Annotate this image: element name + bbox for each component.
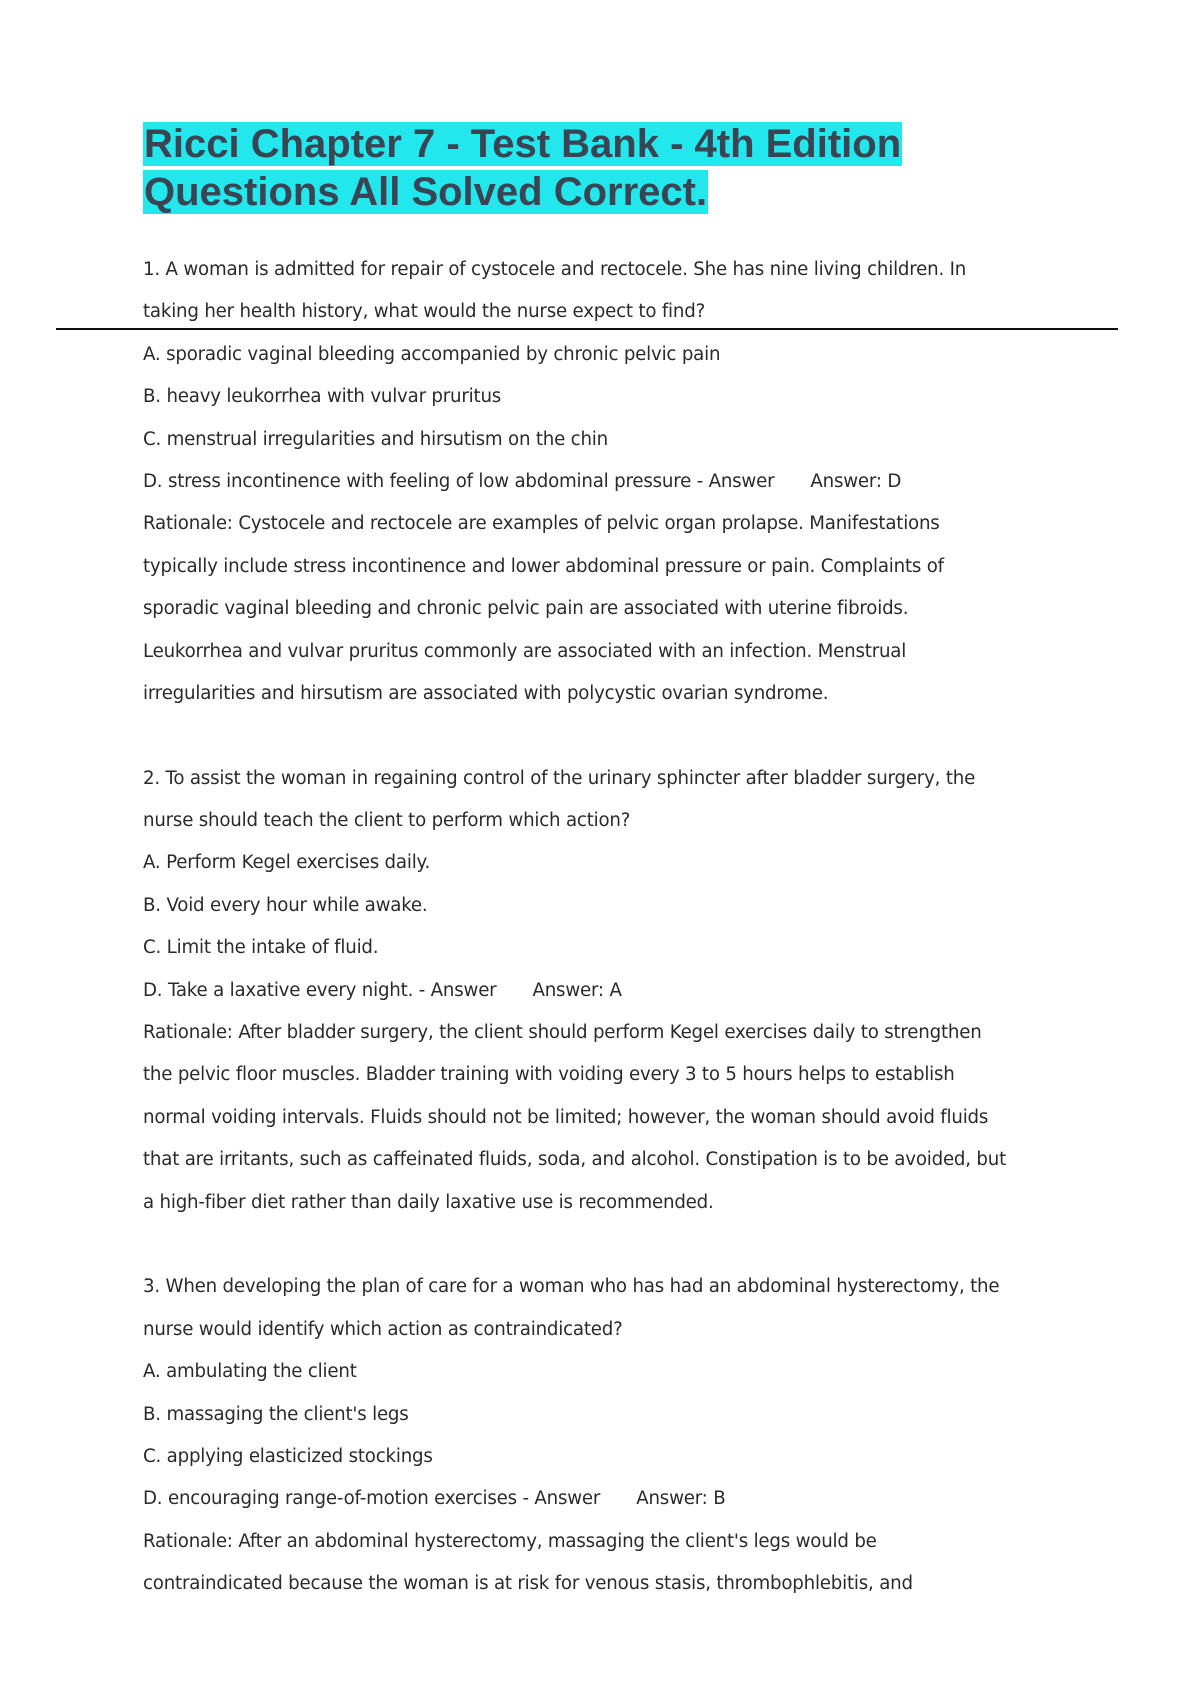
question-3-option-a: A. ambulating the client [143, 1361, 357, 1383]
question-3-answer: Answer: B [636, 1488, 726, 1510]
question-block-3 [143, 1266, 1083, 1605]
question-1-option-d-row [143, 461, 1083, 503]
question-1-answer: Answer: D [810, 470, 902, 492]
question-block-1 [143, 249, 1083, 715]
question-3-stem-line-2: nurse would identify which action as contraindicated? [143, 1318, 623, 1340]
document-title [143, 120, 1043, 216]
question-2-option-d-row [143, 970, 1083, 1012]
question-1-rationale-line-4: Leukorrhea and vulvar pruritus commonly are associated with an infection. Menstrual [143, 640, 907, 662]
question-1-option-b: B. heavy leukorrhea with vulvar pruritus [143, 386, 502, 408]
question-3-rationale-line-2: contraindicated because the woman is at risk for venous stasis, thrombophlebitis, and [143, 1573, 913, 1595]
paragraph-gap [143, 715, 1083, 757]
title-highlight: Ricci Chapter 7 - Test Bank - 4th Edition Questions All Solved Correct. [144, 122, 902, 214]
question-2-stem-line-1: 2. To assist the woman in regaining control of the urinary sphincter after bladder surgery, the [143, 767, 976, 789]
question-2-option-a: A. Perform Kegel exercises daily. [143, 852, 431, 874]
question-2-option-b: B. Void every hour while awake. [143, 894, 428, 916]
question-2-rationale-line-5: a high-fiber diet rather than daily laxative use is recommended. [143, 1191, 714, 1213]
question-2-answer: Answer: A [532, 979, 622, 1001]
question-3-option-d: D. encouraging range-of-motion exercises - Answer [143, 1488, 601, 1510]
question-1-rationale-line-3: sporadic vaginal bleeding and chronic pelvic pain are associated with uterine fibroids. [143, 598, 909, 620]
question-2-rationale-line-1: Rationale: After bladder surgery, the client should perform Kegel exercises daily to strengthen [143, 1022, 982, 1044]
question-2-option-c: C. Limit the intake of fluid. [143, 937, 379, 959]
question-1-option-a: A. sporadic vaginal bleeding accompanied by chronic pelvic pain [143, 343, 721, 365]
question-3-stem-line-1: 3. When developing the plan of care for a woman who has had an abdominal hysterectomy, the [143, 1276, 1000, 1298]
question-1-rationale-line-1: Rationale: Cystocele and rectocele are examples of pelvic organ prolapse. Manifestations [143, 513, 940, 535]
question-2-rationale-line-4: that are irritants, such as caffeinated fluids, soda, and alcohol. Constipation is to be avoided, but [143, 1149, 1007, 1171]
question-3-option-d-row [143, 1478, 1083, 1520]
question-block-2 [143, 758, 1083, 1224]
question-3-option-b: B. massaging the client's legs [143, 1403, 409, 1425]
question-1-rationale-line-2: typically include stress incontinence and lower abdominal pressure or pain. Complaints of [143, 555, 944, 577]
question-1-rationale-line-5: irregularities and hirsutism are associated with polycystic ovarian syndrome. [143, 682, 829, 704]
question-1-stem-line-1: 1. A woman is admitted for repair of cystocele and rectocele. She has nine living children. In [143, 259, 967, 280]
paragraph-gap [143, 1224, 1083, 1266]
question-3-option-c: C. applying elasticized stockings [143, 1445, 433, 1467]
document-body [143, 249, 1083, 1606]
question-2-rationale-line-2: the pelvic floor muscles. Bladder training with voiding every 3 to 5 hours helps to establish [143, 1064, 955, 1086]
question-1-option-c: C. menstrual irregularities and hirsutism on the chin [143, 428, 608, 450]
question-1-stem-line-2: taking her health history, what would the nurse expect to find? [143, 301, 706, 323]
question-2-stem-line-2: nurse should teach the client to perform which action? [143, 810, 631, 832]
question-2-rationale-line-3: normal voiding intervals. Fluids should not be limited; however, the woman should avoid fluids [143, 1106, 989, 1128]
question-2-option-d: D. Take a laxative every night. - Answer [143, 979, 497, 1001]
question-3-rationale-line-1: Rationale: After an abdominal hysterectomy, massaging the client's legs would be [143, 1530, 877, 1552]
question-1-option-d: D. stress incontinence with feeling of low abdominal pressure - Answer [143, 470, 775, 492]
